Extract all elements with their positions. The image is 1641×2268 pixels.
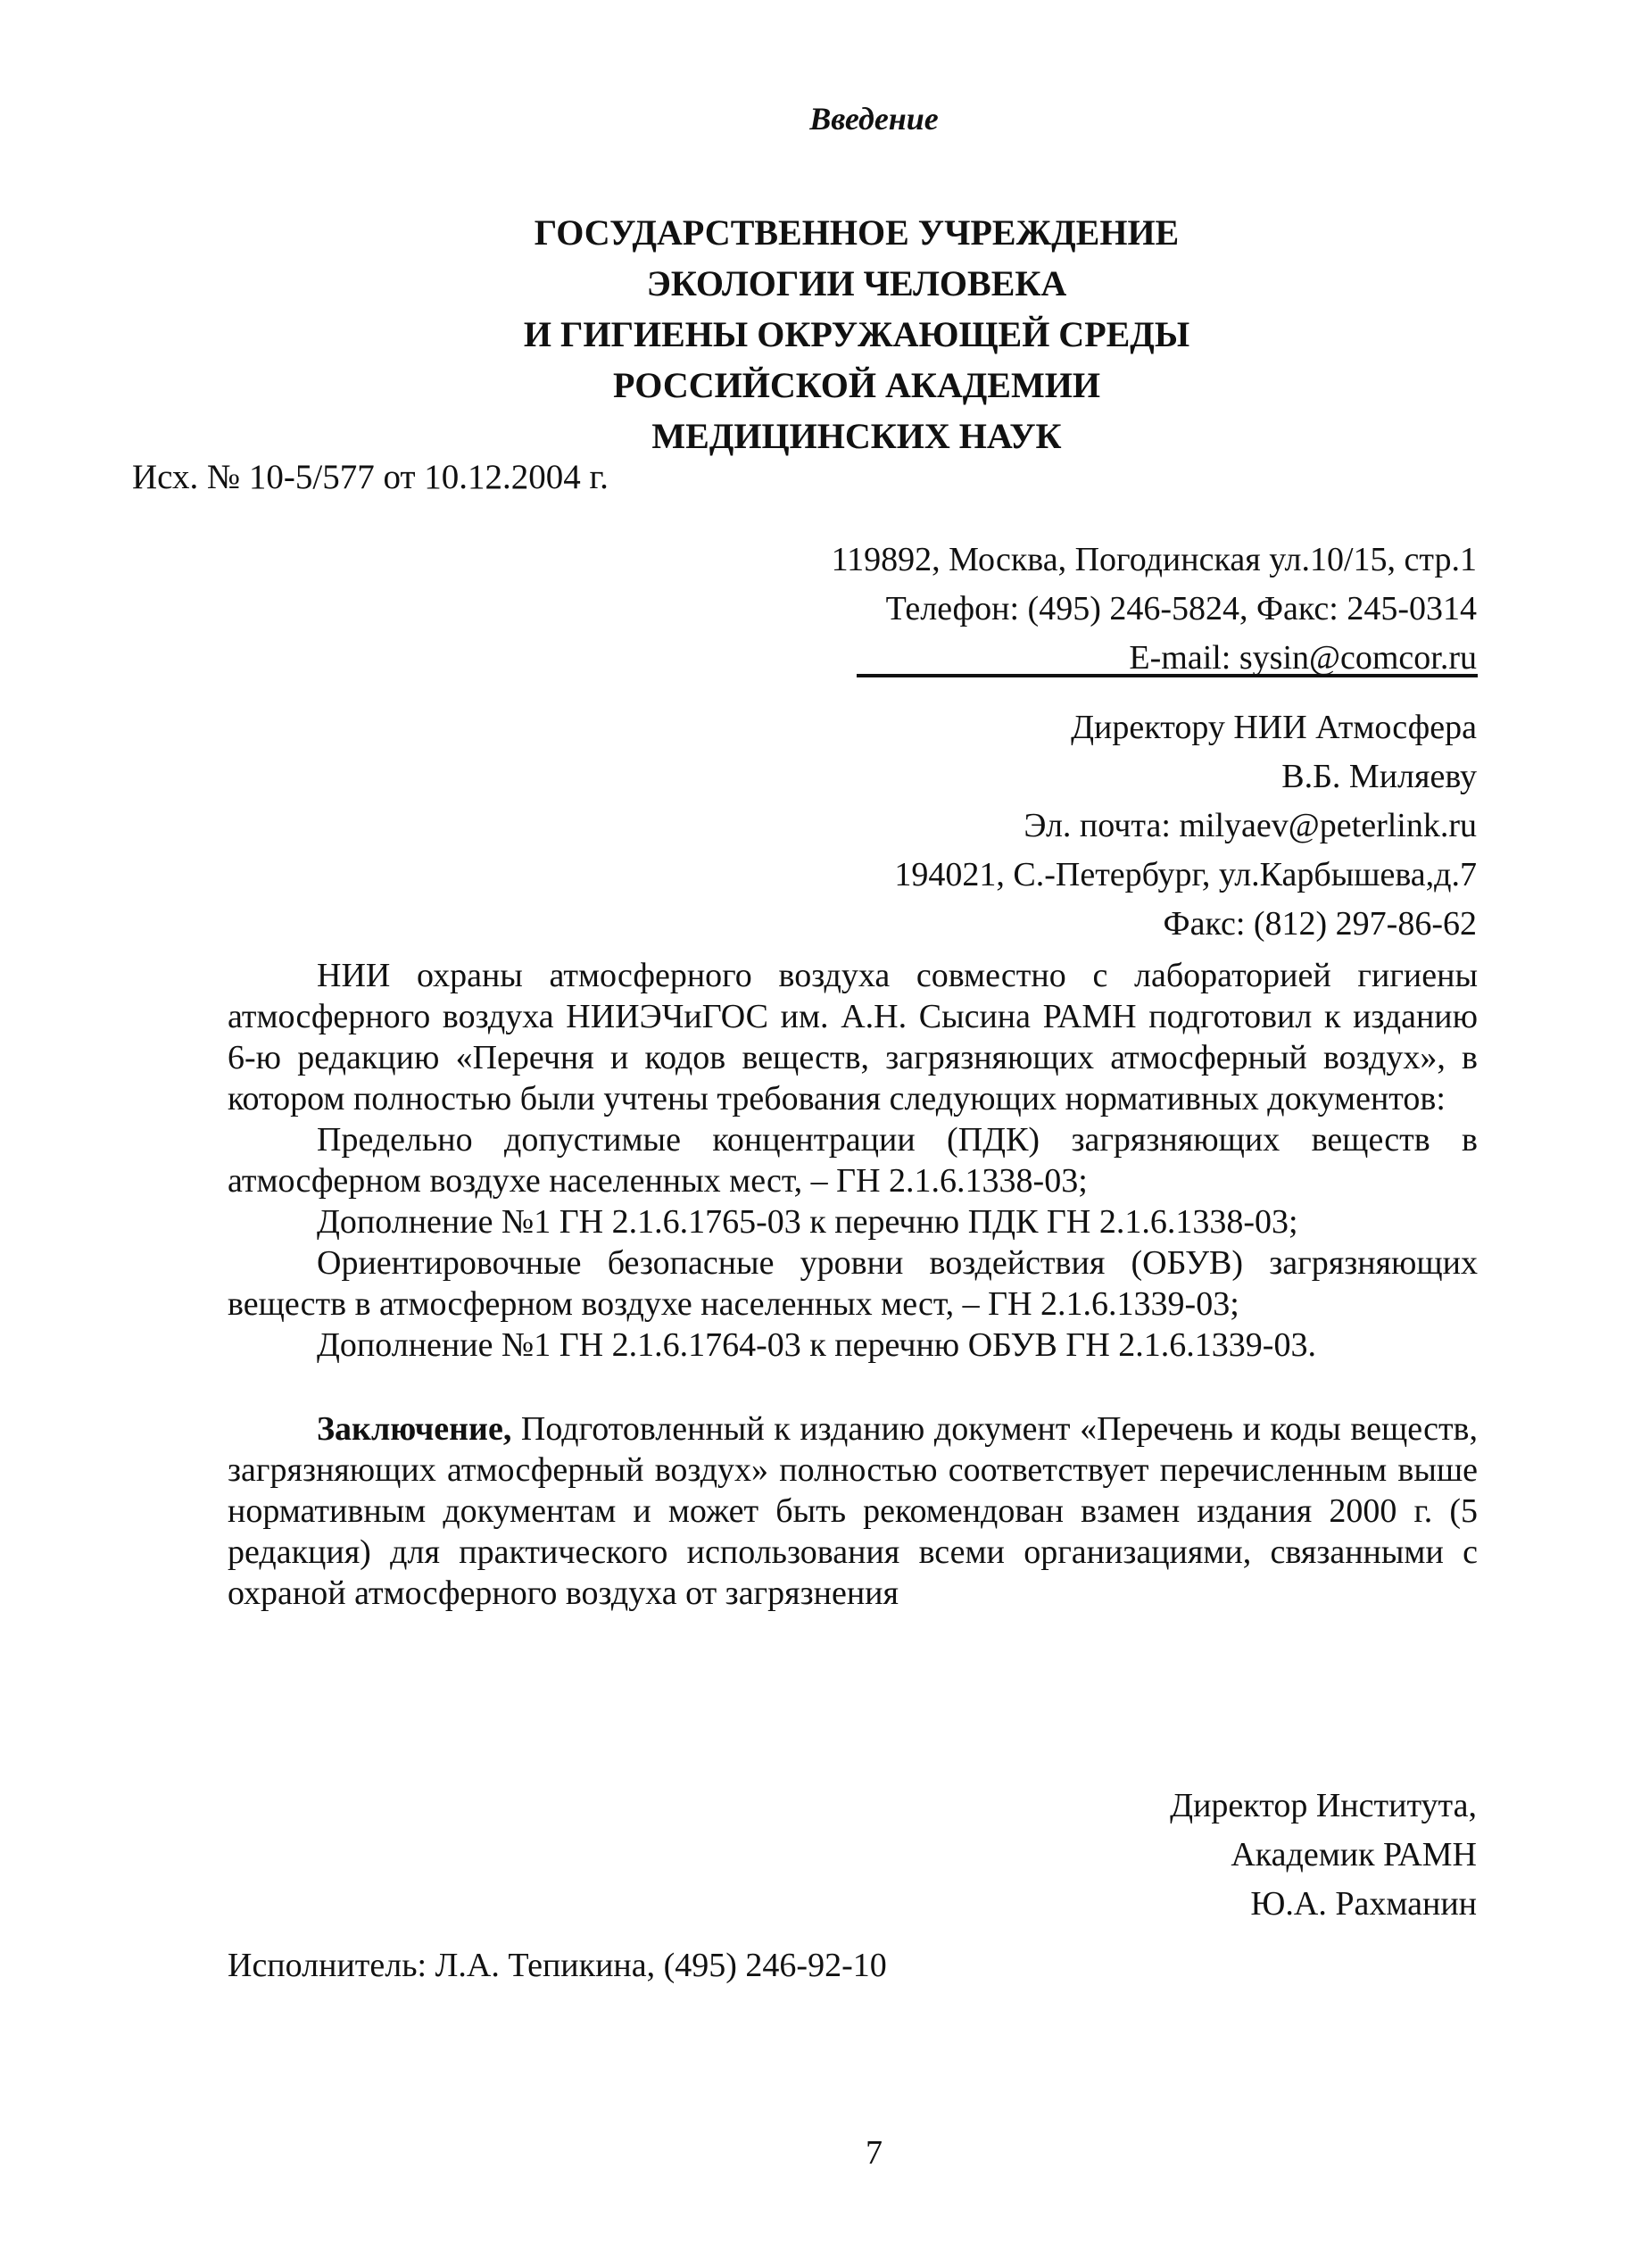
section-title: Введение bbox=[809, 101, 939, 137]
organization-name bbox=[321, 207, 1392, 461]
signatory-name: Ю.А. Рахманин bbox=[1250, 1885, 1477, 1923]
body-item: Дополнение №1 ГН 2.1.6.1764-03 к перечню ОБУВ ГН 2.1.6.1339-03. bbox=[317, 1326, 1316, 1364]
sender-block bbox=[832, 536, 1477, 683]
recipient-position: Директору НИИ Атмосфера bbox=[1071, 709, 1477, 746]
sender-phone: Телефон: (495) 246-5824, Факс: 245-0314 bbox=[885, 590, 1477, 627]
sender-divider bbox=[857, 674, 1478, 677]
body-item: Ориентировочные безопасные уровни воздействия (ОБУВ) загрязняющих веществ в атмосферном воздухе населенных мест, – ГН 2.1.6.1339-03; bbox=[228, 1244, 1478, 1323]
conclusion-lead: Заключение, bbox=[317, 1410, 512, 1448]
sender-address: 119892, Москва, Погодинская ул.10/15, стр.1 bbox=[831, 541, 1477, 578]
sender-email: E-mail: sysin@comcor.ru bbox=[1129, 639, 1477, 677]
recipient-fax: Факс: (812) 297-86-62 bbox=[1163, 905, 1477, 943]
recipient-name: В.Б. Миляеву bbox=[1281, 758, 1477, 795]
recipient-email: Эл. почта: milyaev@peterlink.ru bbox=[1024, 807, 1477, 844]
org-name-line: ГОСУДАРСТВЕННОЕ УЧРЕЖДЕНИЕ bbox=[534, 212, 1180, 253]
body-item: Дополнение №1 ГН 2.1.6.1765-03 к перечню ПДК ГН 2.1.6.1338-03; bbox=[317, 1203, 1298, 1241]
executor-line: Исполнитель: Л.А. Тепикина, (495) 246-92-10 bbox=[228, 1947, 887, 1984]
org-name-line: МЕДИЦИНСКИХ НАУК bbox=[651, 416, 1062, 456]
org-name-line: РОССИЙСКОЙ АКАДЕМИИ bbox=[613, 365, 1100, 405]
signatory-position: Директор Института, bbox=[1170, 1787, 1477, 1824]
conclusion-text: Подготовленный к изданию документ «Перечень и коды веществ, загрязняющих атмосферный воздух» полностью соответствует перечисленным выше нормативным документам и может быть рекомендован взамен издания 2000 г. (5 редакция) для практического использования всеми организациями, связанными с охраной атмосферного воздуха от загрязнения bbox=[228, 1410, 1478, 1612]
reference-number: Исх. № 10-5/577 от 10.12.2004 г. bbox=[132, 458, 609, 496]
letter-body bbox=[228, 955, 1478, 1366]
conclusion-paragraph bbox=[228, 1408, 1478, 1614]
recipient-address: 194021, С.-Петербург, ул.Карбышева,д.7 bbox=[894, 856, 1477, 893]
signatory-title: Академик РАМН bbox=[1231, 1836, 1477, 1873]
signature-block bbox=[1170, 1782, 1477, 1929]
body-item: Предельно допустимые концентрации (ПДК) загрязняющих веществ в атмосферном воздухе населенных мест, – ГН 2.1.6.1338-03; bbox=[228, 1121, 1478, 1200]
recipient-block bbox=[894, 703, 1477, 949]
page-number: 7 bbox=[866, 2134, 883, 2172]
body-intro: НИИ охраны атмосферного воздуха совместно с лабораторией гигиены атмосферного воздуха НИИЭЧиГОС им. А.Н. Сысина РАМН подготовил к изданию 6-ю редакцию «Перечня и кодов веществ, загрязняющих атмосферный воздух», в котором полностью были учтены требования следующих нормативных документов: bbox=[228, 957, 1478, 1117]
org-name-line: И ГИГИЕНЫ ОКРУЖАЮЩЕЙ СРЕДЫ bbox=[523, 314, 1190, 354]
org-name-line: ЭКОЛОГИИ ЧЕЛОВЕКА bbox=[646, 263, 1067, 303]
